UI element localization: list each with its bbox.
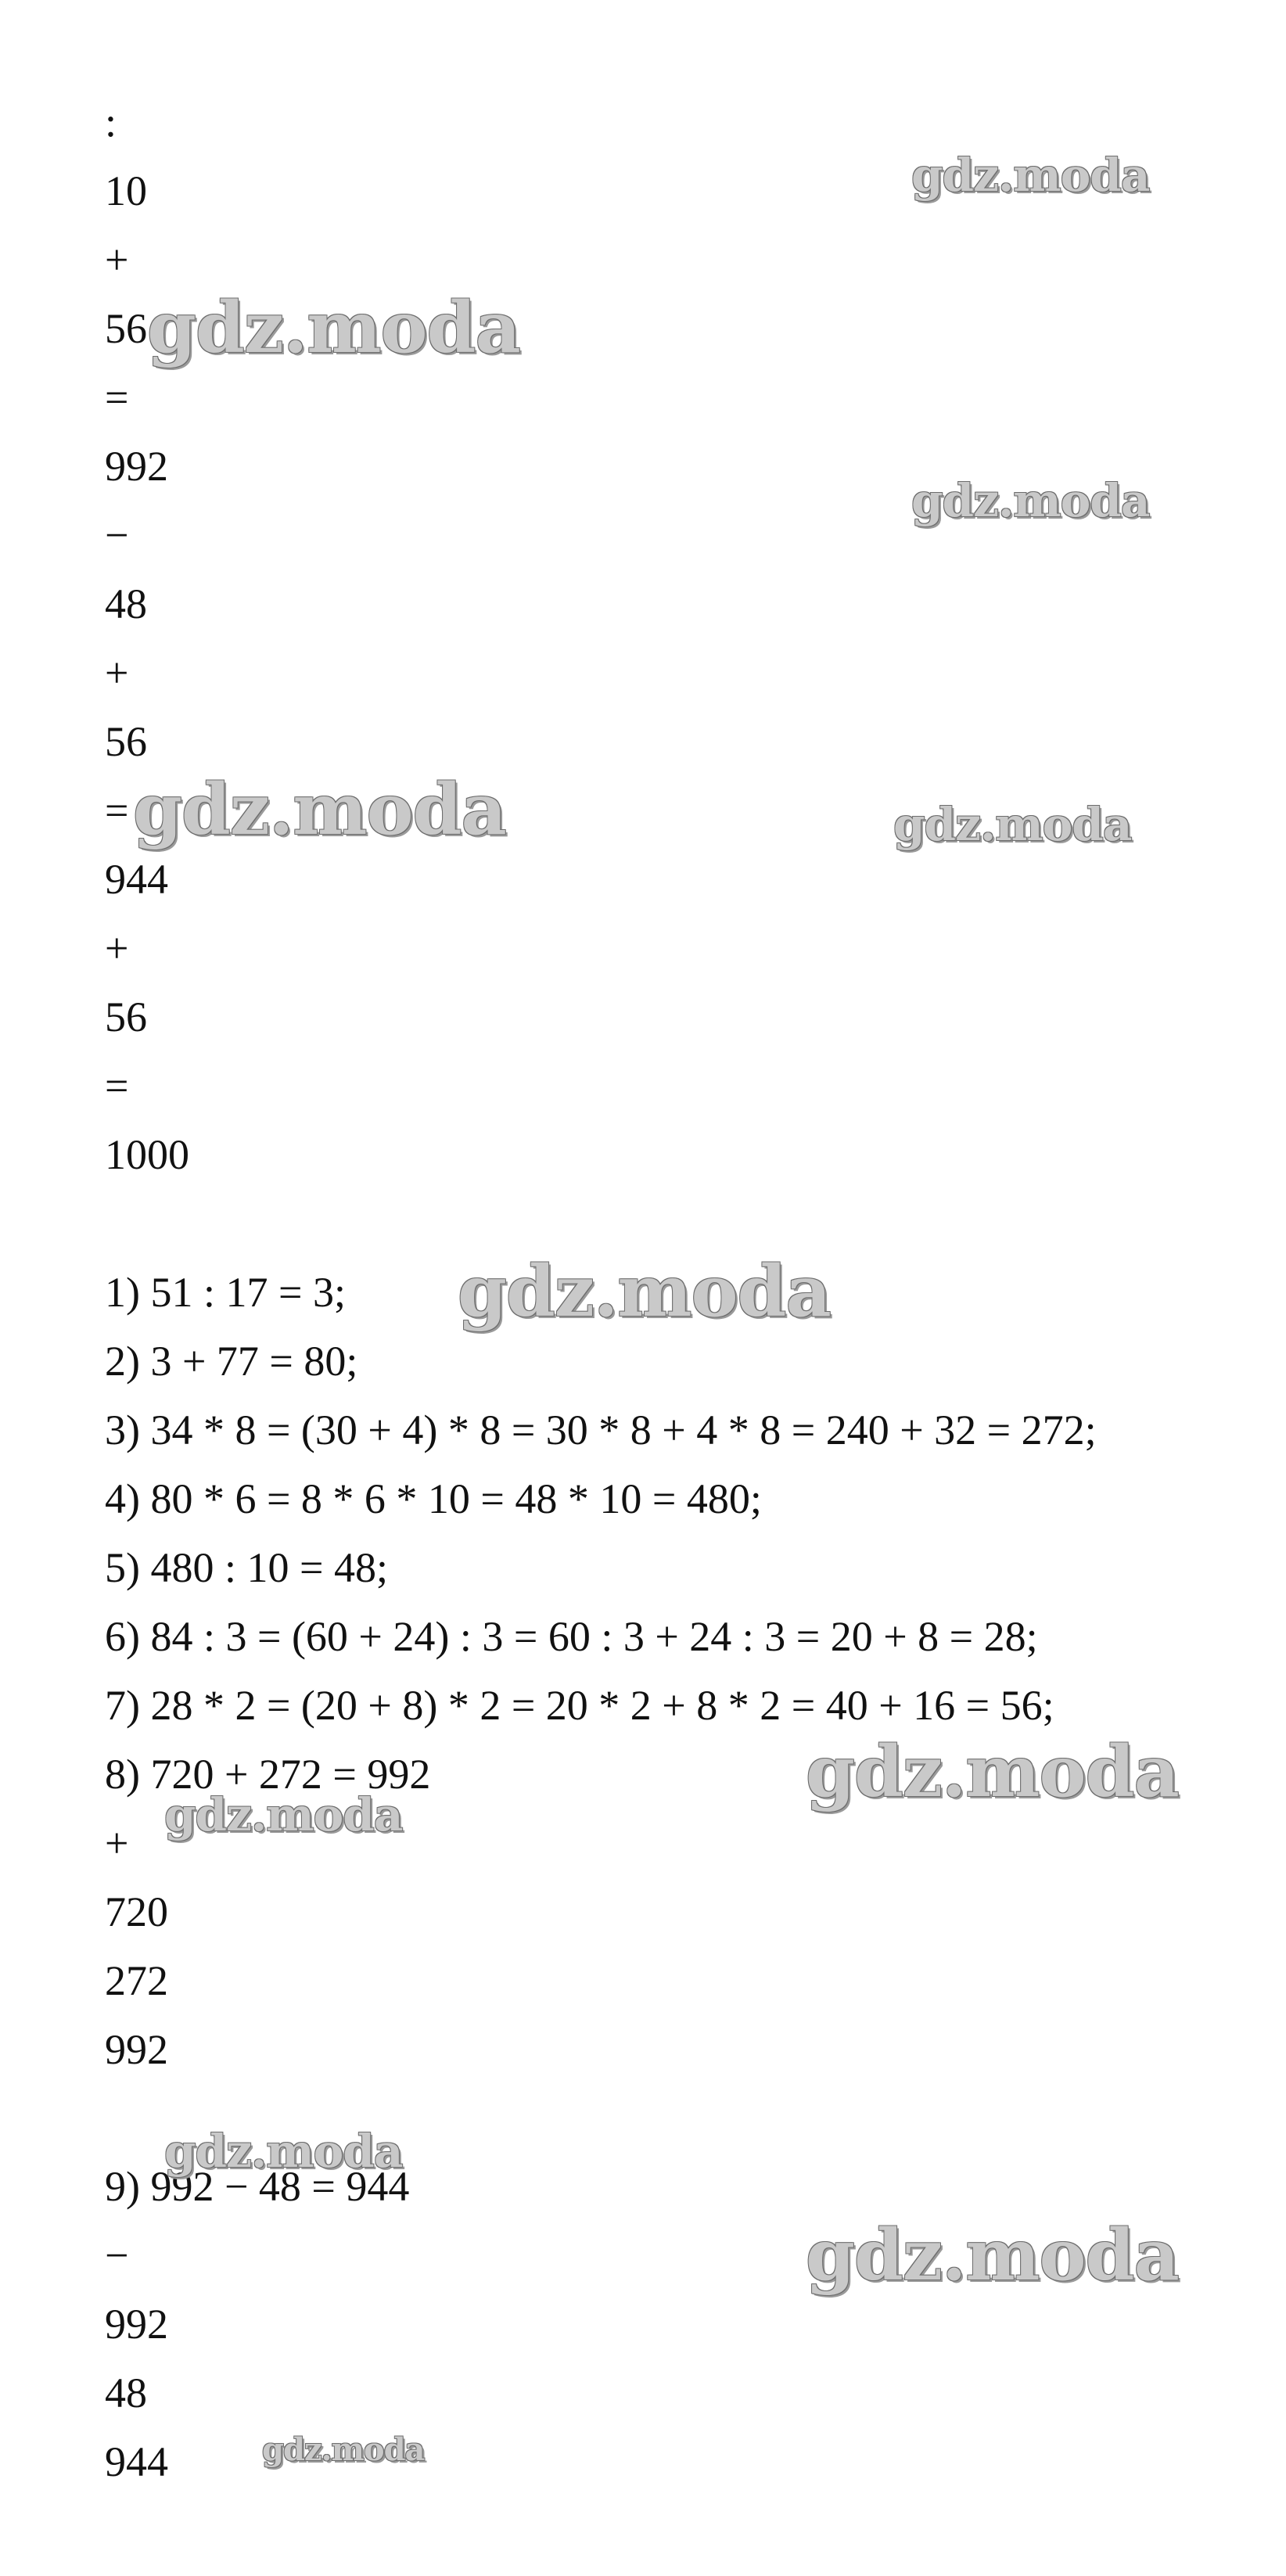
calc-line: = (105, 1062, 129, 1109)
calc-line: = (105, 374, 129, 421)
watermark: gdz.moda (893, 798, 1132, 851)
minuend-line: 992 (105, 2301, 168, 2348)
calc-line: + (105, 649, 129, 696)
watermark: gdz.moda (164, 2125, 403, 2178)
calc-line: : (105, 99, 117, 146)
calc-line: 56 (105, 993, 147, 1040)
step-line: 7) 28 * 2 = (20 + 8) * 2 = 20 * 2 + 8 * 2 = 40 + 16 = 56; (105, 1682, 1054, 1729)
calc-line: + (105, 236, 129, 283)
addend-line: 720 (105, 1888, 168, 1935)
addend-line: 272 (105, 1957, 168, 2004)
watermark: gdz.moda (911, 149, 1150, 202)
watermark: gdz.moda (164, 1788, 403, 1841)
calc-line: 48 (105, 580, 147, 627)
step-line: 3) 34 * 8 = (30 + 4) * 8 = 30 * 8 + 4 * 8 = 240 + 32 = 272; (105, 1407, 1097, 1453)
step-line: 6) 84 : 3 = (60 + 24) : 3 = 60 : 3 + 24 : 3 = 20 + 8 = 28; (105, 1613, 1038, 1660)
calc-line: 10 (105, 167, 147, 214)
calc-line: + (105, 925, 129, 972)
subtrahend-line: 48 (105, 2369, 147, 2416)
calc-line: = (105, 787, 129, 834)
difference-line: 944 (105, 2438, 168, 2485)
watermark: gdz.moda (806, 1730, 1179, 1813)
subtraction-sign: − (105, 2232, 129, 2279)
watermark: gdz.moda (133, 768, 506, 851)
watermark: gdz.moda (806, 2214, 1179, 2297)
sum-line: 992 (105, 2026, 168, 2073)
step-line: 2) 3 + 77 = 80; (105, 1338, 358, 1385)
calc-line: 56 (105, 305, 147, 352)
watermark: gdz.moda (458, 1250, 831, 1333)
calc-line: 56 (105, 718, 147, 765)
watermark: gdz.moda (262, 2431, 425, 2468)
calc-line: − (105, 512, 129, 559)
calc-line: 992 (105, 443, 168, 490)
step-line: 1) 51 : 17 = 3; (105, 1269, 346, 1316)
addition-sign: + (105, 1820, 129, 1866)
calc-line: 944 (105, 856, 168, 903)
watermark: gdz.moda (147, 286, 520, 369)
step-line: 5) 480 : 10 = 48; (105, 1544, 388, 1591)
calc-line: 1000 (105, 1131, 189, 1178)
step-line: 4) 80 * 6 = 8 * 6 * 10 = 48 * 10 = 480; (105, 1475, 762, 1522)
watermark: gdz.moda (911, 474, 1150, 527)
step-line: 9) 992 − 48 = 944 (105, 2163, 410, 2210)
step-line: 8) 720 + 272 = 992 (105, 1751, 431, 1798)
